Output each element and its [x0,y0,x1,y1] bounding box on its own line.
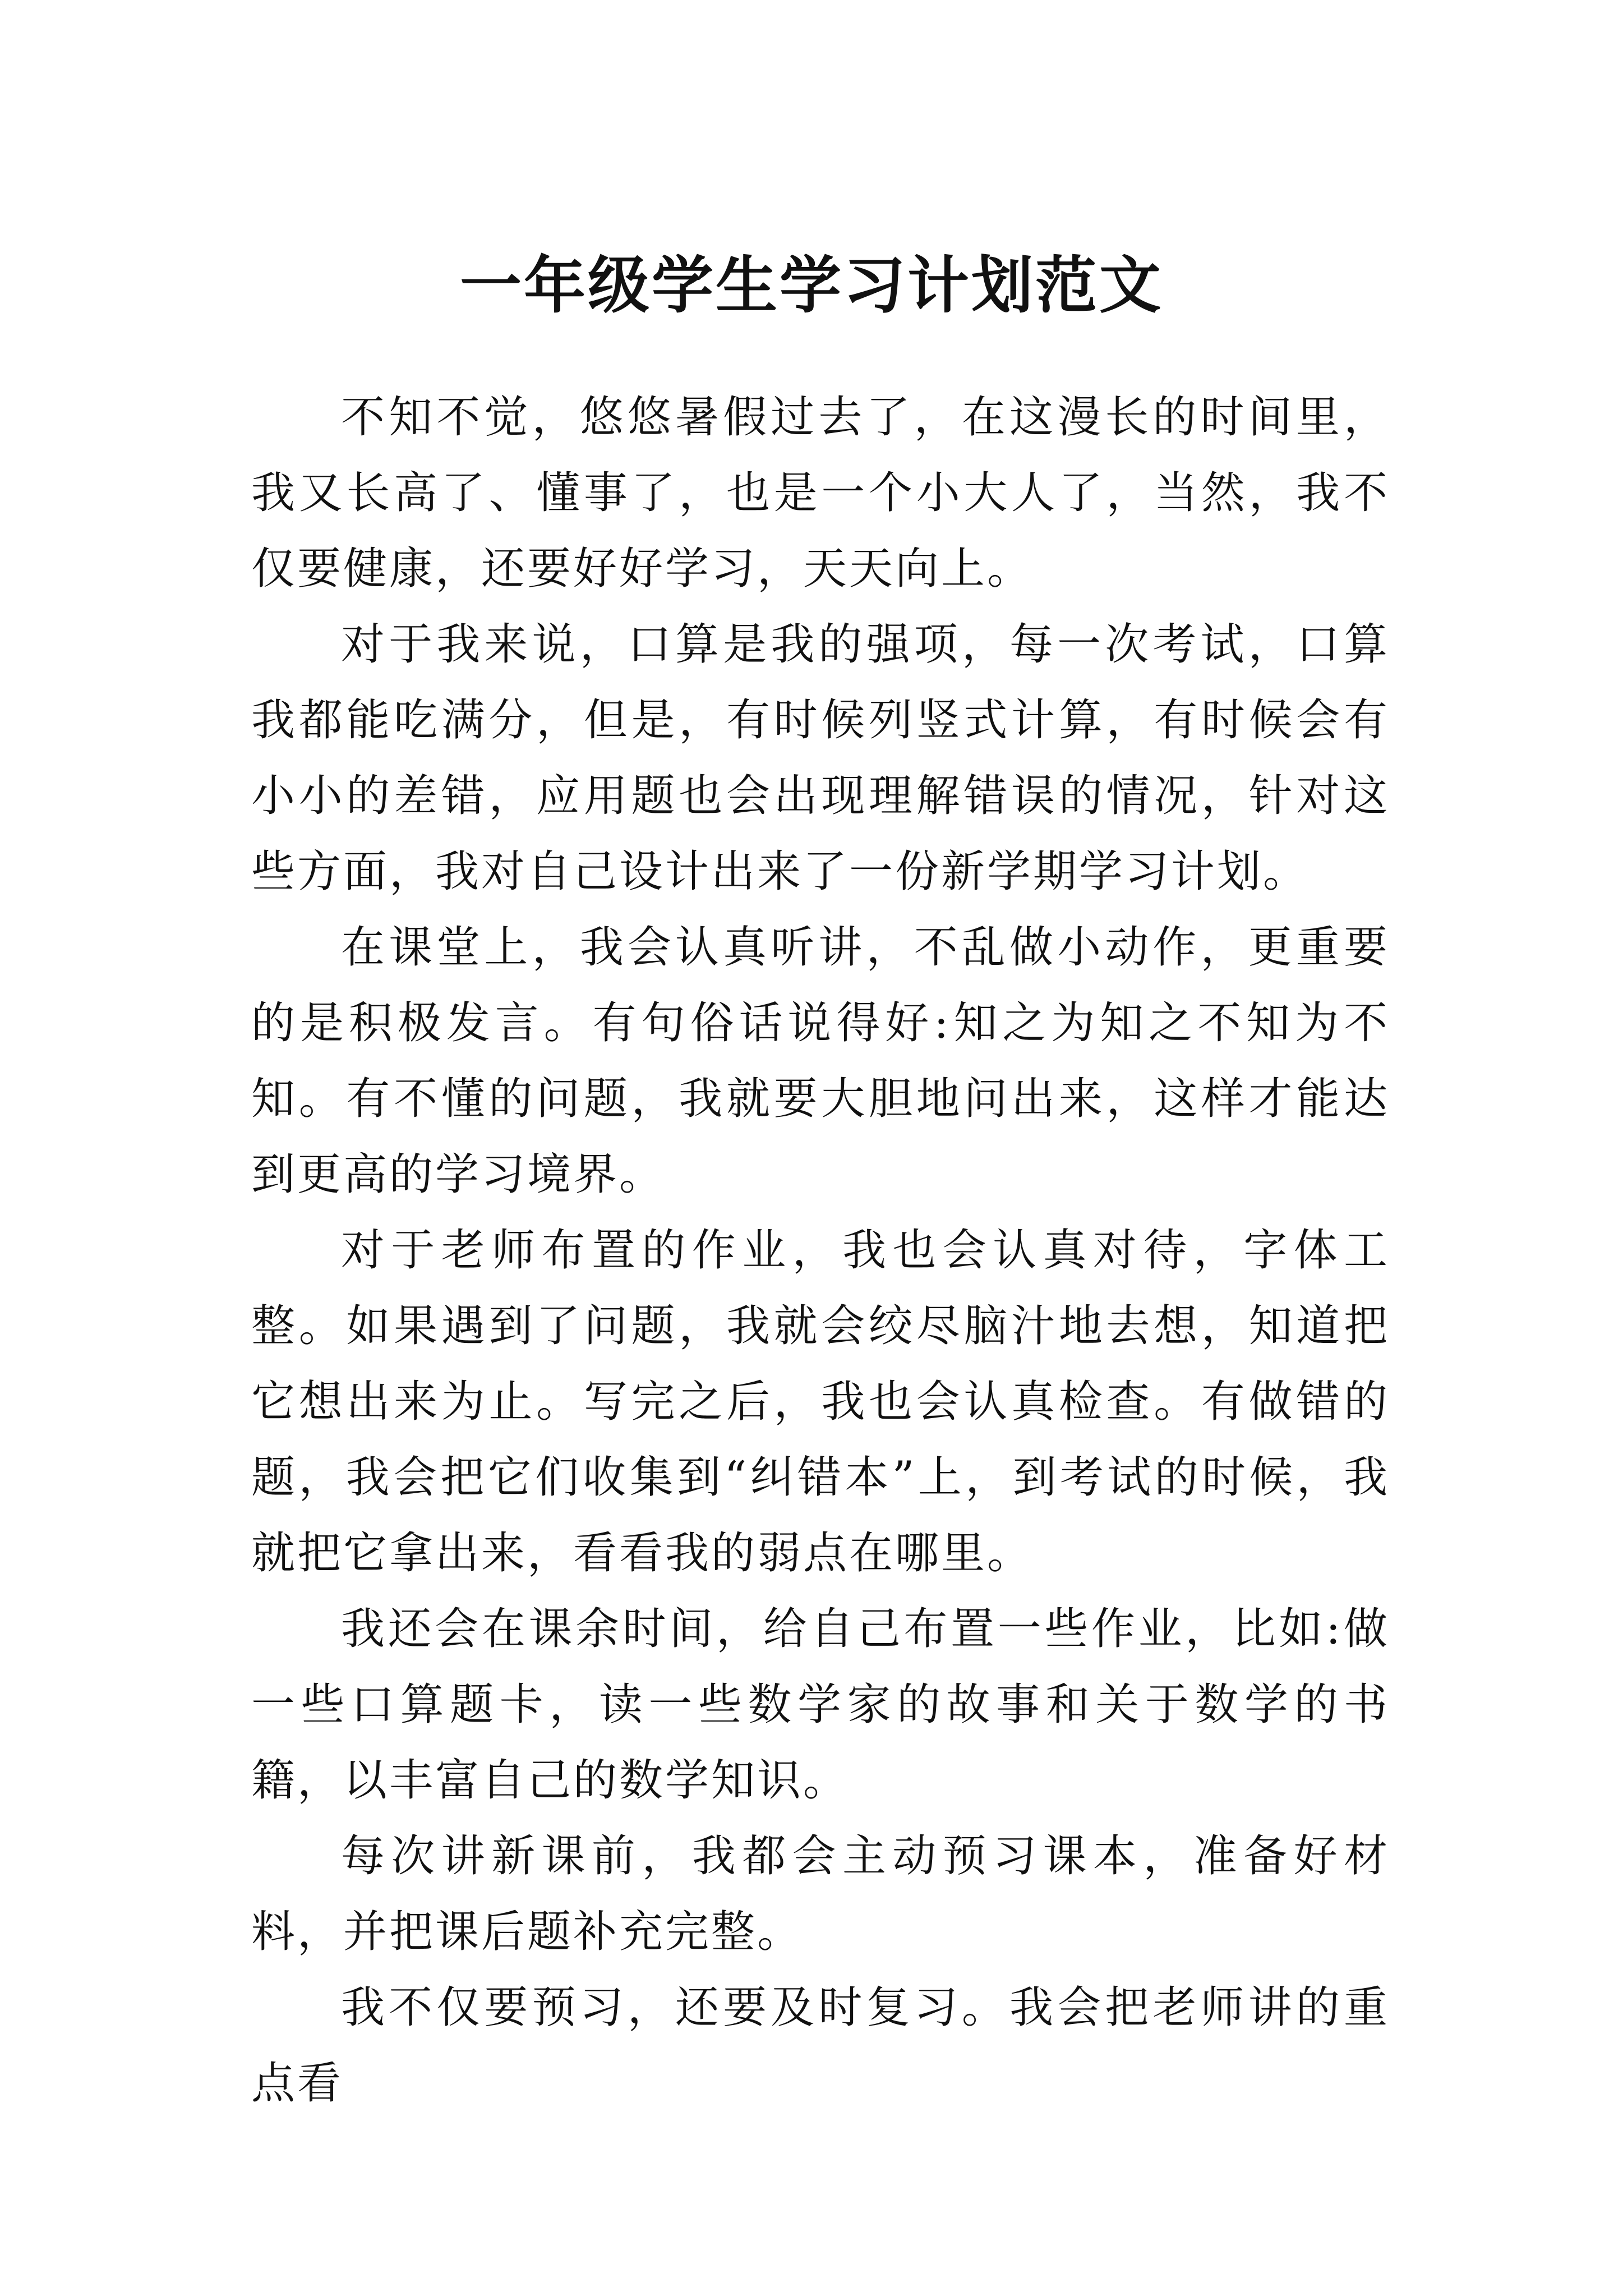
document-title: 一年级学生学习计划范文 [460,249,1163,321]
paragraph: 每次讲新课前，我都会主动预习课本，准备好材料，并把课后题补充完整。 [251,1831,1390,1957]
document-body [251,380,1390,2122]
paragraph: 对于我来说，口算是我的强项，每一次考试，口算我都能吃满分，但是，有时候列竖式计算，有时候会有小小的差错，应用题也会出现理解错误的情况，针对这些方面，我对自己设计出来了一份新学期学习计划。 [251,619,1390,897]
paragraph: 我还会在课余时间，给自己布置一些作业，比如:做一些口算题卡，读一些数学家的故事和关于数学的书籍，以丰富自己的数学知识。 [251,1604,1390,1806]
paragraph: 我不仅要预习，还要及时复习。我会把老师讲的重点看 [251,1982,1390,2109]
paragraph: 对于老师布置的作业，我也会认真对待，字体工整。如果遇到了问题，我就会绞尽脑汁地去想，知道把它想出来为止。写完之后，我也会认真检查。有做错的题，我会把它们收集到“纠错本”上，到考试的时候，我就把它拿出来，看看我的弱点在哪里。 [251,1225,1390,1579]
paragraph: 不知不觉，悠悠暑假过去了，在这漫长的时间里，我又长高了、懂事了，也是一个小大人了，当然，我不仅要健康，还要好好学习，天天向上。 [251,392,1390,594]
paragraph: 在课堂上，我会认真听讲，不乱做小动作，更重要的是积极发言。有句俗话说得好:知之为知之不知为不知。有不懂的问题，我就要大胆地问出来，这样才能达到更高的学习境界。 [251,922,1390,1200]
